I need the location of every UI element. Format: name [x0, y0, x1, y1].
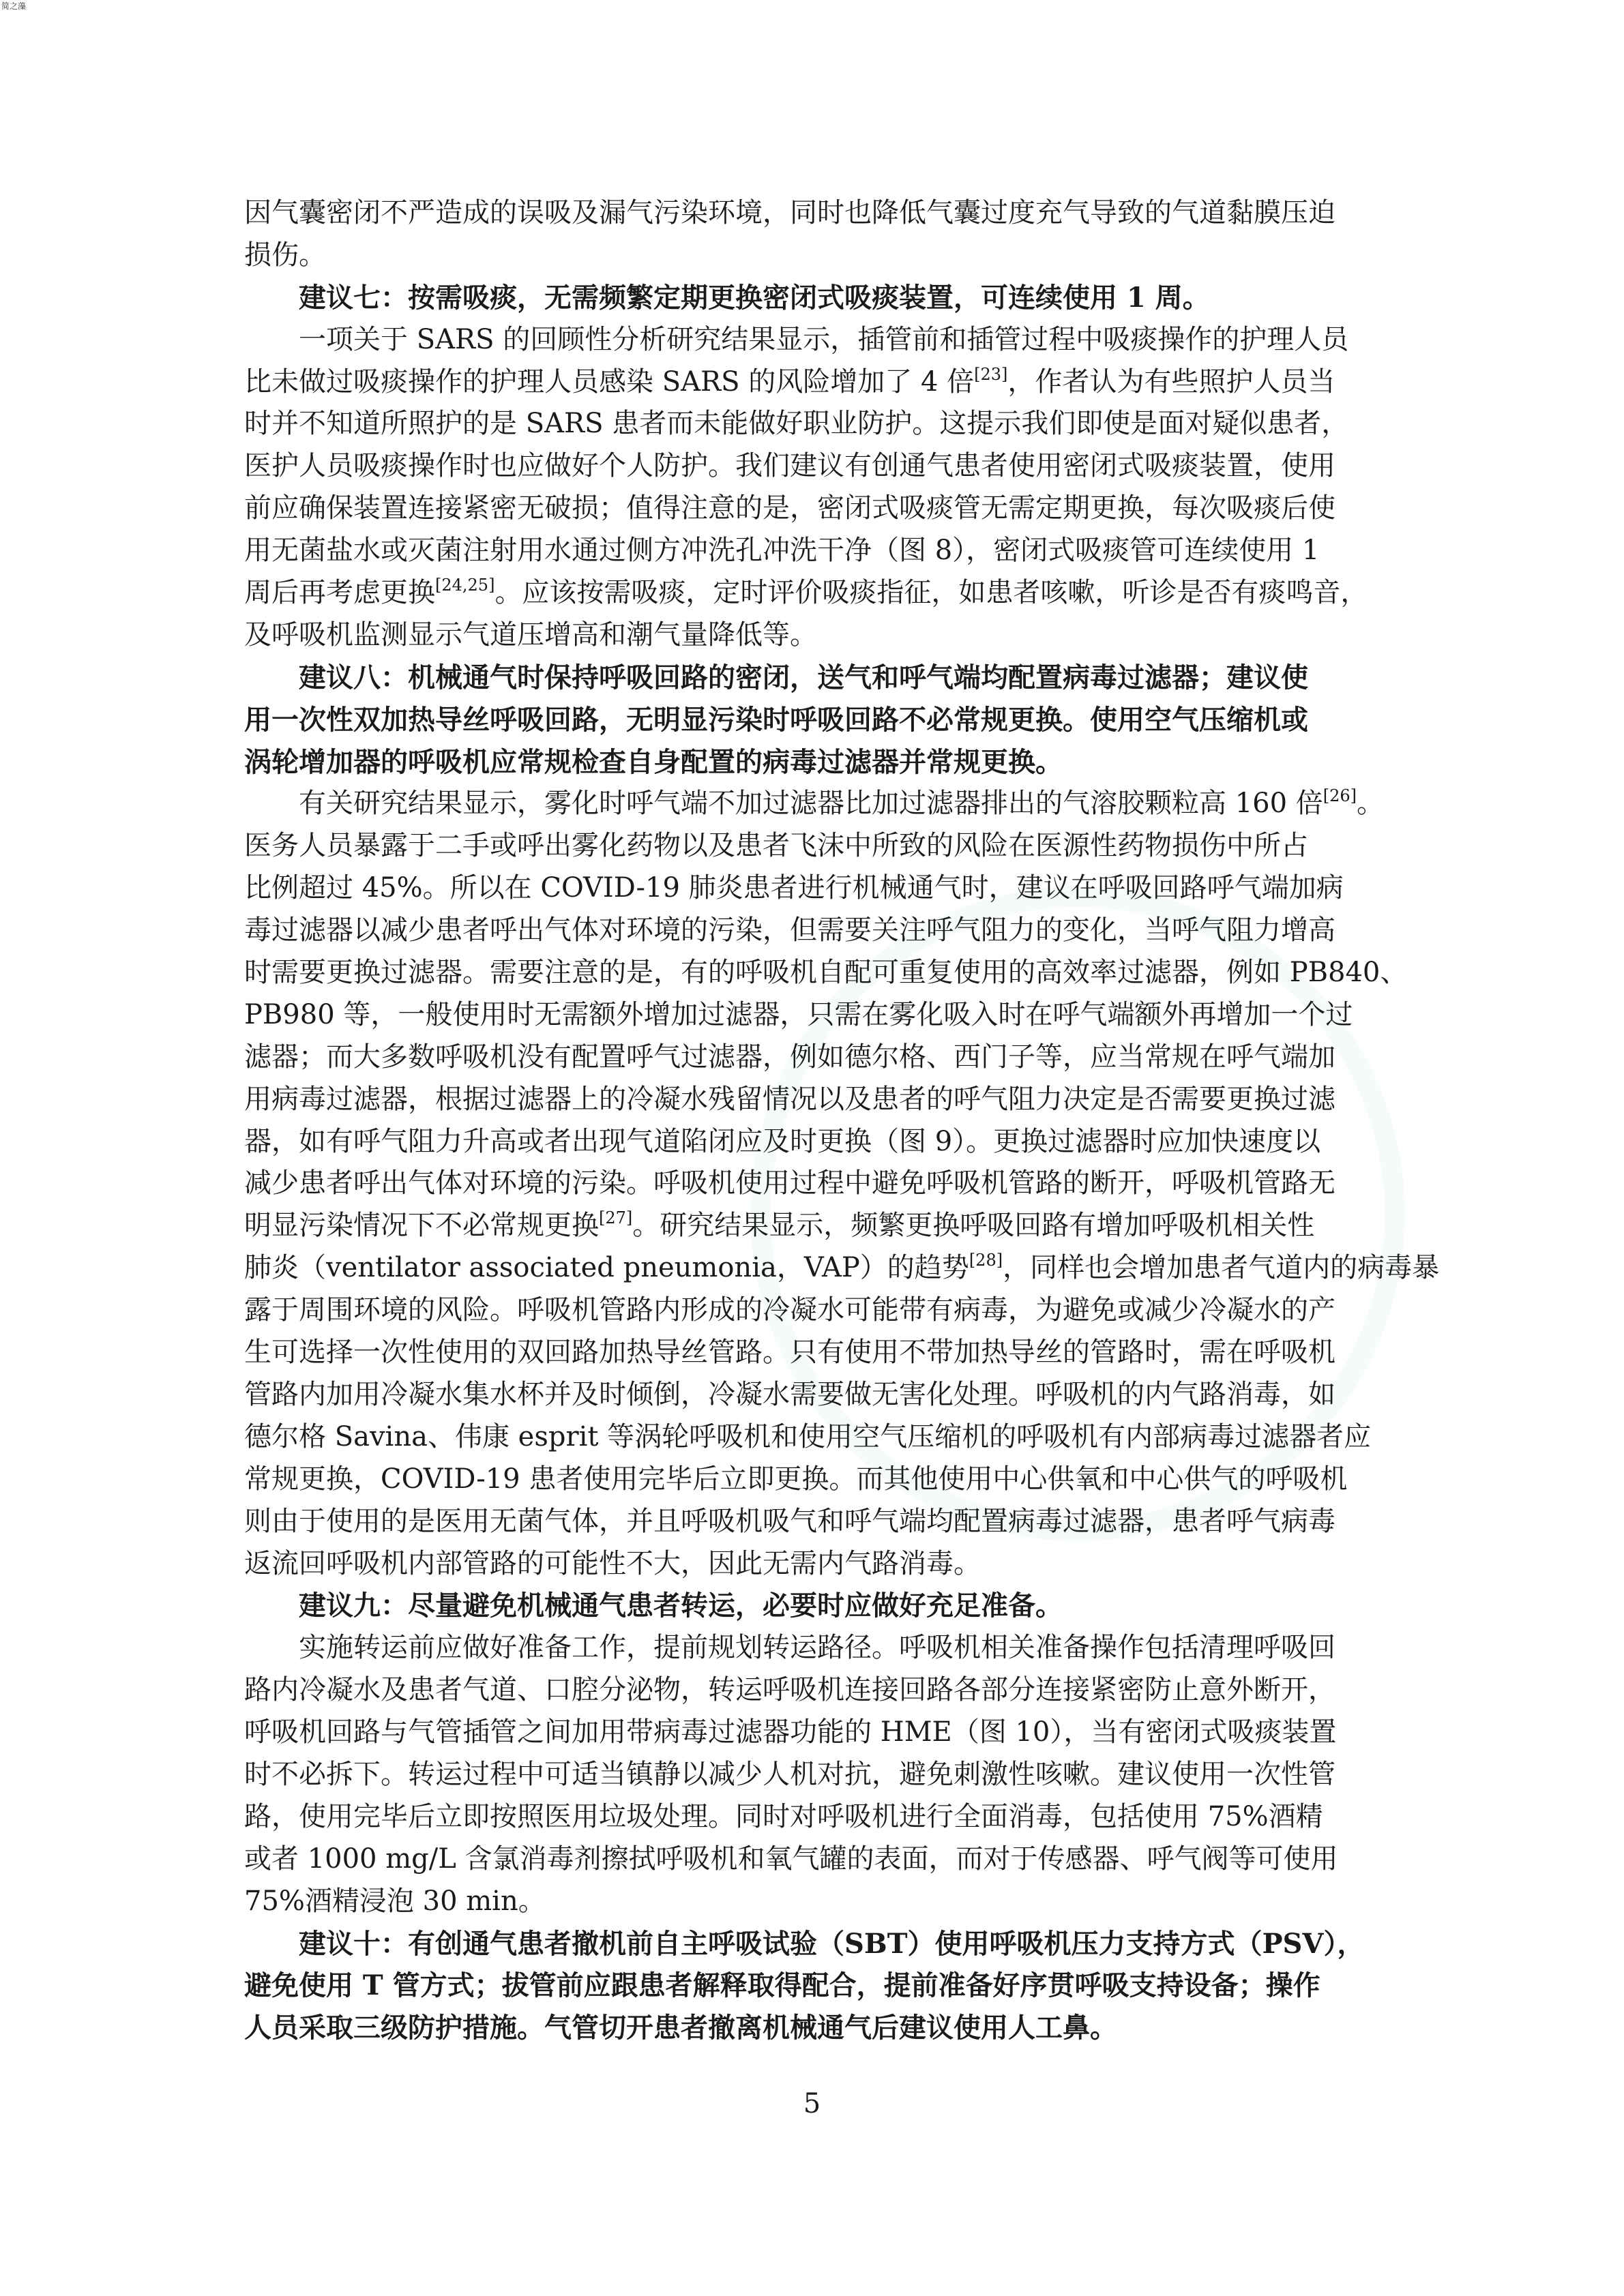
- text-line: [244, 1163, 1376, 1205]
- line-text: 用一次性双加热导丝呼吸回路，无明显污染时呼吸回路不必常规更换。使用空气压缩机或: [244, 703, 1308, 736]
- text-line: [244, 319, 1376, 361]
- text-line: [244, 952, 1408, 994]
- text-line: [244, 1838, 1376, 1881]
- line-text: 管路内加用冷凝水集水杯并及时倾倒，冷凝水需要做无害化处理。呼吸机的内气路消毒，如: [244, 1378, 1335, 1410]
- heading-line: [244, 1965, 1376, 2007]
- line-text: 返流回呼吸机内部管路的可能性不大，因此无需内气路消毒。: [244, 1547, 981, 1579]
- line-text: 建议八：机械通气时保持呼吸回路的密闭，送气和呼气端均配置病毒过滤器；建议使: [299, 661, 1308, 694]
- text-line: [244, 1332, 1376, 1374]
- heading-line: [244, 699, 1376, 741]
- line-text: 建议十：有创通气患者撤机前自主呼吸试验（SBT）使用呼吸机压力支持方式（PSV），: [299, 1927, 1365, 1960]
- text-line: [244, 1543, 1376, 1585]
- text-line: [244, 1712, 1376, 1754]
- citation-superscript: [23]: [974, 364, 1008, 384]
- heading-line: [244, 741, 1376, 784]
- text-line: [244, 572, 1376, 614]
- line-text: 器，如有呼气阻力升高或者出现气道陷闭应及时更换（图 9）。更换过滤器时应加快速度以: [244, 1125, 1321, 1157]
- line-text: 涡轮增加器的呼吸机应常规检查自身配置的病毒过滤器并常规更换。: [244, 745, 1063, 778]
- line-text: 生可选择一次性使用的双回路加热导丝管路。只有使用不带加热导丝的管路时，需在呼吸机: [244, 1337, 1335, 1369]
- text-line: [244, 1374, 1376, 1416]
- text-line: [244, 1754, 1376, 1796]
- line-text: 减少患者呼出气体对环境的污染。呼吸机使用过程中避免呼吸机管路的断开，呼吸机管路无: [244, 1167, 1335, 1199]
- line-text: 周后再考虑更换: [244, 577, 435, 609]
- line-text: 建议九：尽量避免机械通气患者转运，必要时应做好充足准备。: [299, 1590, 1063, 1622]
- citation-superscript: [24,25]: [435, 576, 495, 595]
- line-text: 则由于使用的是医用无菌气体，并且呼吸机吸气和呼气端均配置病毒过滤器，患者呼气病毒: [244, 1505, 1335, 1537]
- line-text: 实施转运前应做好准备工作，提前规划转运路径。呼吸机相关准备操作包括清理呼吸回: [299, 1632, 1335, 1664]
- page-number: 5: [803, 2088, 821, 2119]
- text-line: [244, 1459, 1376, 1501]
- heading-line: [244, 1923, 1376, 1965]
- text-line: [244, 1416, 1376, 1459]
- text-line: [244, 783, 1385, 825]
- text-line: [244, 235, 1376, 277]
- text-line: [244, 867, 1376, 910]
- citation-superscript: [27]: [599, 1208, 633, 1228]
- line-text: PB980 等，一般使用时无需额外增加过滤器，只需在雾化吸入时在呼气端额外再增加一个过: [244, 998, 1353, 1030]
- citation-superscript: [26]: [1323, 786, 1357, 806]
- heading-line: [244, 277, 1376, 319]
- line-text: 有关研究结果显示，雾化时呼气端不加过滤器比加过滤器排出的气溶胶颗粒高 160 倍: [299, 788, 1323, 820]
- line-text: 德尔格 Savina、伟康 esprit 等涡轮呼吸机和使用空气压缩机的呼吸机有内部病毒过滤器者应: [244, 1420, 1372, 1452]
- line-text: 路内冷凝水及患者气道、口腔分泌物，转运呼吸机连接回路各部分连接紧密防止意外断开，: [244, 1674, 1335, 1706]
- text-line: [244, 1881, 1376, 1923]
- line-text: 用病毒过滤器，根据过滤器上的冷凝水残留情况以及患者的呼气阻力决定是否需要更换过滤: [244, 1083, 1335, 1115]
- text-line: [244, 361, 1376, 404]
- text-line: [244, 614, 1376, 657]
- text-line: [244, 1501, 1376, 1543]
- line-text: 避免使用 T 管方式；拔管前应跟患者解释取得配合，提前准备好序贯呼吸支持设备；操作: [244, 1969, 1320, 2002]
- text-line: [244, 1037, 1376, 1079]
- text-line: [244, 192, 1376, 235]
- line-text: 因气囊密闭不严造成的误吸及漏气污染环境，同时也降低气囊过度充气导致的气道黏膜压迫: [244, 197, 1335, 228]
- line-text-continued: 。: [1357, 788, 1385, 820]
- text-line: [244, 1079, 1376, 1121]
- text-line: [244, 1627, 1376, 1669]
- line-text: 呼吸机回路与气管插管之间加用带病毒过滤器功能的 HME（图 10），当有密闭式吸痰装置: [244, 1716, 1337, 1748]
- corner-mark: 简之藻: [1, 1, 27, 11]
- line-text: 医务人员暴露于二手或呼出雾化药物以及患者飞沫中所致的风险在医源性药物损伤中所占: [244, 830, 1308, 862]
- text-line: [244, 1121, 1376, 1163]
- line-text: 时需要更换过滤器。需要注意的是，有的呼吸机自配可重复使用的高效率过滤器，例如 PB840、: [244, 957, 1408, 989]
- text-line: [244, 1669, 1376, 1712]
- line-text: 毒过滤器以减少患者呼出气体对环境的污染，但需要关注呼气阻力的变化，当呼气阻力增高: [244, 914, 1335, 946]
- line-text: 及呼吸机监测显示气道压增高和潮气量降低等。: [244, 618, 817, 651]
- line-text: 人员采取三级防护措施。气管切开患者撤离机械通气后建议使用人工鼻。: [244, 2012, 1117, 2044]
- line-text: 明显污染情况下不必常规更换: [244, 1210, 599, 1242]
- line-text: 常规更换，COVID-19 患者使用完毕后立即更换。而其他使用中心供氧和中心供气的呼吸机: [244, 1463, 1348, 1495]
- text-line: [244, 445, 1376, 488]
- line-text: 建议七：按需吸痰，无需频繁定期更换密闭式吸痰装置，可连续使用 1 周。: [299, 281, 1210, 314]
- line-text: 或者 1000 mg/L 含氯消毒剂擦拭呼吸机和氧气罐的表面，而对于传感器、呼气阀等可使用: [244, 1843, 1338, 1875]
- line-text: 时并不知道所照护的是 SARS 患者而未能做好职业防护。这提示我们即使是面对疑似患者，: [244, 408, 1349, 440]
- line-text: 医护人员吸痰操作时也应做好个人防护。我们建议有创通气患者使用密闭式吸痰装置，使用: [244, 450, 1335, 482]
- line-text: 滤器；而大多数呼吸机没有配置呼气过滤器，例如德尔格、西门子等，应当常规在呼气端加: [244, 1041, 1335, 1073]
- line-text-continued: 。应该按需吸痰，定时评价吸痰指征，如患者咳嗽，听诊是否有痰鸣音，: [494, 577, 1368, 609]
- text-line: [244, 1796, 1376, 1838]
- text-line: [244, 530, 1376, 572]
- line-text-continued: ，作者认为有些照护人员当: [1007, 366, 1335, 398]
- line-text: 比未做过吸痰操作的护理人员感染 SARS 的风险增加了 4 倍: [244, 366, 975, 398]
- document-body: [244, 192, 1440, 2049]
- heading-line: [244, 1585, 1376, 1627]
- text-line: [244, 910, 1376, 952]
- text-line: [244, 825, 1376, 867]
- text-line: [244, 1205, 1376, 1247]
- text-line: [244, 488, 1376, 530]
- line-text: 肺炎（ventilator associated pneumonia，VAP）的趋势: [244, 1252, 969, 1284]
- heading-line: [244, 657, 1376, 699]
- line-text: 损伤。: [244, 239, 326, 271]
- line-text: 露于周围环境的风险。呼吸机管路内形成的冷凝水可能带有病毒，为避免或减少冷凝水的产: [244, 1294, 1335, 1326]
- text-line: [244, 403, 1376, 445]
- line-text: 时不必拆下。转运过程中可适当镇静以减少人机对抗，避免刺激性咳嗽。建议使用一次性管: [244, 1758, 1335, 1790]
- text-line: [244, 1289, 1376, 1332]
- line-text: 路，使用完毕后立即按照医用垃圾处理。同时对呼吸机进行全面消毒，包括使用 75%酒精: [244, 1800, 1323, 1832]
- line-text-continued: ，同样也会增加患者气道内的病毒暴: [1003, 1252, 1440, 1284]
- text-line: [244, 994, 1376, 1037]
- line-text: 75%酒精浸泡 30 min。: [244, 1885, 546, 1917]
- line-text: 用无菌盐水或灭菌注射用水通过侧方冲洗孔冲洗干净（图 8），密闭式吸痰管可连续使用 1: [244, 535, 1320, 567]
- line-text: 一项关于 SARS 的回顾性分析研究结果显示，插管前和插管过程中吸痰操作的护理人员: [299, 323, 1349, 355]
- line-text-continued: 。研究结果显示，频繁更换呼吸回路有增加呼吸机相关性: [632, 1210, 1315, 1242]
- heading-line: [244, 2007, 1376, 2049]
- line-text: 前应确保装置连接紧密无破损；值得注意的是，密闭式吸痰管无需定期更换，每次吸痰后使: [244, 492, 1335, 524]
- citation-superscript: [28]: [969, 1251, 1003, 1270]
- line-text: 比例超过 45%。所以在 COVID-19 肺炎患者进行机械通气时，建议在呼吸回路呼气端加病: [244, 872, 1344, 904]
- text-line: [244, 1247, 1440, 1289]
